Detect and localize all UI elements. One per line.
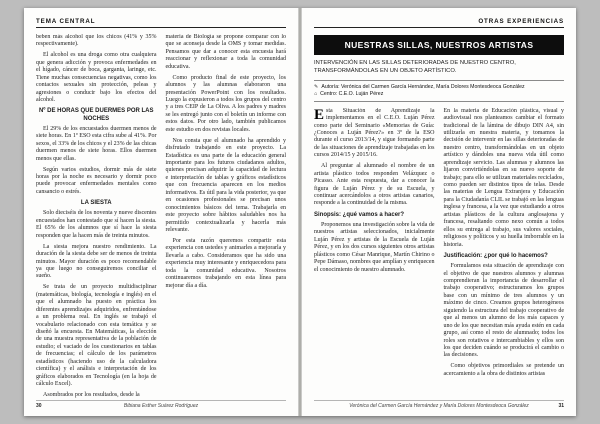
paragraph: Por esta razón queremos compartir esta experiencia con ustedes y animarles a mejorarla y llevarla a cabo. Consideramos que ha sido una experiencia muy interesante y enriquecedora para toda la comunidad educativa. Nosotros continuaremos trabajando en esta línea para mejorar día a día. bbox=[165, 237, 286, 289]
left-col-1 bbox=[36, 34, 157, 400]
left-col-2 bbox=[166, 34, 287, 400]
left-page-footer bbox=[36, 400, 286, 410]
section-heading-justificacion: Justificación: ¿por qué lo hacemos? bbox=[443, 252, 548, 259]
paragraph: Se trata de un proyecto multidisciplinar (matemáticas, biología, tecnología e inglés) en el que el alumnado ha puesto en práctica los diferentes aprendizajes adquiridos, enfrentándose a un problema real. En inglés se trabajó el vocabulario relacionado con esta temática y se diseñó la encuesta. En Matemáticas, la elección de una muestra representativa de la población de estudio; el vaciado de los cuestionarios en tablas de frecuencias; el cálculo de los parámetros estadísticos (haciendo uso de la calculadora científica) y el análisis e interpretación de los gráficos elaborados en Tecnología (en la hoja de cálculo Excel). bbox=[36, 284, 157, 388]
meta-authors: Autoría: Verónica del Carmen García Hernández, María Dolores Montesdeoca González bbox=[321, 83, 525, 90]
school-icon: ⌂ bbox=[314, 90, 318, 97]
paragraph: materia de Biología se propone comparar con lo que se aconseja desde la OMS y tomar medidas. Pensamos que dar a conocer esta encuesta hará reaccionar y reflexionar a toda la comunidad educativa. bbox=[165, 34, 286, 70]
right-col-1 bbox=[314, 108, 435, 400]
paragraph: Formulamos esta situación de aprendizaje con el objetivo de que nuestros alumnos y alumnas comprendieran la importancia de desarrollar el trabajo cooperativo; estructuramos los grupos base con un mínimo de tres alumnos y un máximo de cinco. Creamos grupos heterogéneos siguiendo la estructura del trabajo cooperativo de que al menos un alumno de los más capaces y uno de los que necesitan más ayuda estén en cada grupo, así como el resto de alumnado; todos los roles son rotativos e intercambiables y ellos son los que deciden cuándo se producirá el cambio o las decisiones. bbox=[443, 263, 564, 359]
article-title: NUESTRAS SILLAS, NUESTROS ARTISTAS bbox=[314, 35, 564, 55]
page-left bbox=[24, 8, 298, 416]
paragraph: Según varios estudios, dormir más de siete horas por la noche es necesario y dormir poco puede provocar enfermedades mentales como cansancio o estrés. bbox=[36, 166, 157, 195]
left-page-body bbox=[36, 34, 286, 400]
author-icon: ✎ bbox=[314, 83, 319, 90]
right-page-body bbox=[314, 108, 564, 400]
section-label-left: TEMA CENTRAL bbox=[36, 18, 96, 25]
section-heading: LA SIESTA bbox=[80, 200, 112, 207]
paragraph: Nos consta que el alumnado ha aprendido y disfrutado trabajando en este proyecto. La Estadística es una parte de la educación general importante para los futuros ciudadanos adultos, quienes precisan adquirir la capacidad de lectura e interpretación de tablas y gráficos estadísticos que con frecuencia aparecen en los medios informativos. Es útil para la vida posterior, ya que en ocasiones profesionales se precisan unos conocimientos básicos del tema. Trabajarla en este proyecto sobre hábitos saludables nos ha permitido contextualizarla y hacerla más relevante. bbox=[165, 137, 286, 233]
page-number-left: 30 bbox=[36, 403, 42, 409]
article-subtitle: INTERVENCIÓN EN LAS SILLAS DETERIORADAS DE NUESTRO CENTRO, TRANSFORMÁNDOLAS EN UN OBJETO ARTÍSTICO. bbox=[314, 60, 516, 74]
paragraph: Como objetivos primordiales se pretende un acercamiento a la obra de distintos artistas bbox=[443, 363, 564, 377]
paragraph-text: sta Situación de Aprendizaje la implementamos en el C.E.O. Luján Pérez como parte del Seminario «Memorias de Guía: ¿Conoces a Luján Pérez?» en 3º de la ESO durante el curso 2013/14, y sigue formando parte de las situaciones de aprendizaje trabajadas en los cursos 2014/15 y 2015/16. bbox=[314, 107, 435, 159]
paragraph: Como producto final de este proyecto, los alumnos y las alumnas elaboraron una presentación PowerPoint con los resultados. Luego la expusieron a todos los grupos del centro y a tres CEIP de La Oliva. A los padres y madres se les entregó junto con el boletín un informe con estos datos. Por otro lado, también publicamos este estudio en dos revistas locales. bbox=[165, 74, 286, 133]
paragraph: Proponemos una investigación sobre la vida de nuestros artistas seleccionados, inicialmente Luján Pérez y artistas de la Escuela de Luján Pérez, y en los dos cursos siguientes otros artistas plásticos como César Manrique, Martín Chirino o Pepe Dámaso, nombres que amplían y enriquecen el conocimiento de nuestro alumnado. bbox=[314, 222, 435, 273]
meta-center: Centro: C.E.O. Luján Pérez bbox=[320, 90, 384, 97]
right-page-header bbox=[314, 18, 564, 28]
right-col-2 bbox=[444, 108, 565, 400]
paragraph: Asombrados por los resultados, desde la bbox=[43, 392, 140, 398]
paragraph: El 29% de los encuestados duermen menos de siete horas. En 1º ESO esta cifra sube al 41%. Por sexos, el 33% de los chicos y el 23% de las chicas duermen menos de siete horas. Ellos duermen menos que ellas. bbox=[36, 125, 157, 162]
page-number-right: 31 bbox=[558, 403, 564, 409]
footer-author-left: Bibiana Esther Suárez Rodríguez bbox=[123, 403, 199, 409]
footer-author-right: Verónica del Carmen García Hernández y María Dolores Montesdeoca González bbox=[349, 403, 529, 409]
paragraph: Solo dieciséis de los noventa y nueve discentes encuestados han contestado que sí hacen la siesta. El 65% de los alumnos que sí hace la siesta responden que la hacen más de treinta minutos. bbox=[36, 210, 157, 239]
drop-cap: E bbox=[314, 107, 325, 123]
paragraph: El alcohol es una droga como otra cualquiera que genera adicción y provoca enfermedades en el hígado, cáncer de boca, garganta, laringe, etc. Tiene muchas consecuencias negativas, como los contactos sexuales sin protección, peleas y agresiones o conducir bajo los efectos del alcohol. bbox=[36, 52, 157, 103]
paragraph: beben más alcohol que los chicos (41% y 35% respectivamente). bbox=[36, 34, 157, 48]
paragraph: En la materia de Educación plástica, visual y audiovisual nos planteamos cambiar el formato tradicional de la lámina de dibujo DIN A4, sin utilizarla en nuestra materia, y tomamos la decisión de intervenir en las sillas deterioradas de nuestro centro, transformándolas en un objeto artístico y dándoles una nueva vida útil como aprendizaje servicio. Las alumnas y alumnos las lijaron convirtiéndolas en su nuevo soporte de trabajo; para ello se utilizan materiales reciclados, como pueden ser distintos tipos de telas. Desde las materias de Lengua Extranjera y Educación para la Ciudadanía CLIL se trabajó en las lenguas inglesa y francesa, a la vez que estudiando a otros artistas plásticos de la cultura anglosajona y francesa, resaltando como nexo común a todos ellos su entrega al trabajo, sus valores sociales, religiosos y políticos y su huella imborrable en la historia. bbox=[443, 107, 564, 248]
section-label-right: OTRAS EXPERIENCIAS bbox=[478, 18, 564, 25]
paragraph bbox=[314, 108, 435, 160]
meta-authors-line bbox=[314, 84, 564, 91]
section-heading-sinopsis: Sinopsis: ¿qué vamos a hacer? bbox=[314, 211, 405, 218]
right-page-footer bbox=[314, 400, 564, 410]
scanned-magazine-spread bbox=[24, 8, 576, 416]
section-heading: Nº DE HORAS QUE DUERMES POR LAS NOCHES bbox=[38, 108, 154, 122]
paragraph: La siesta mejora nuestro rendimiento. La duración de la siesta debe ser de menos de treinta minutos. Mayor duración es poco recomendable ya que luego no conseguiremos conciliar el sueño. bbox=[36, 243, 157, 280]
paragraph: Al preguntar al alumnado el nombre de un artista plástico todos responden Velázquez o Picasso. Ante esta respuesta, dar a conocer la figura de Luján Pérez y de su Escuela, y continuar acercándolos a otros artistas canarios, responde a la continuidad de la misma. bbox=[314, 163, 435, 207]
left-page-header bbox=[36, 18, 286, 28]
article-meta bbox=[314, 80, 564, 102]
page-right bbox=[302, 8, 576, 416]
meta-center-line bbox=[314, 91, 564, 98]
